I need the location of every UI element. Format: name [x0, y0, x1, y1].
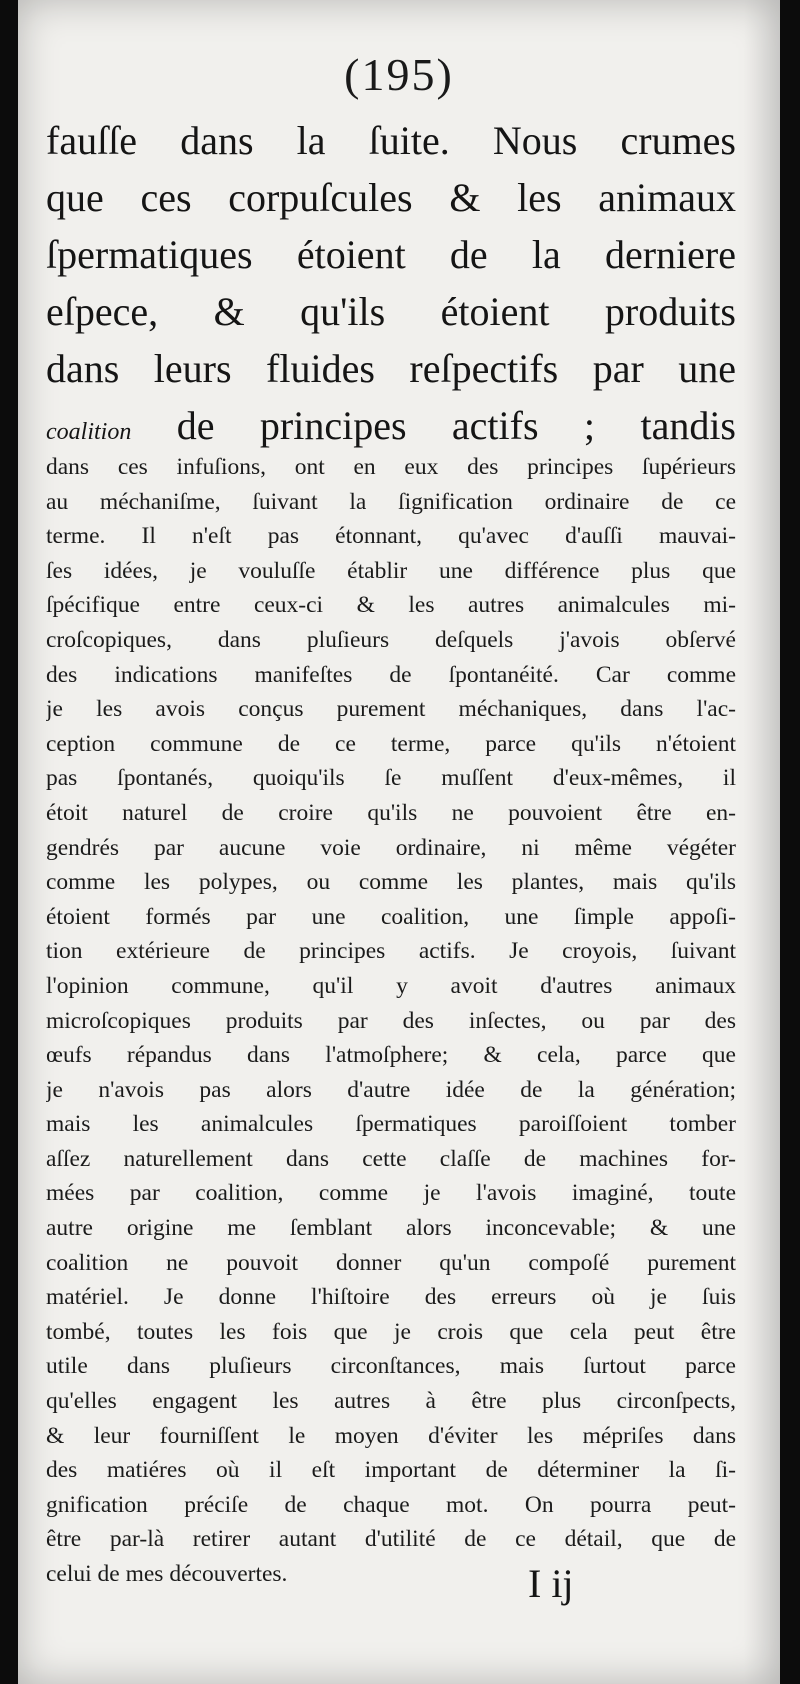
lead-line: fauſſe dans la ſuite. Nous crumes [46, 118, 736, 163]
body-line: pas ſpontanés, quoiqu'ils ſe muſſent d'eux-mêmes, il [46, 765, 736, 792]
body-line: comme les polypes, ou comme les plantes, mais qu'ils [46, 869, 736, 896]
body-line: mées par coalition, comme je l'avois imaginé, toute [46, 1180, 736, 1207]
body-line: ception commune de ce terme, parce qu'ils n'étoient [46, 730, 736, 757]
body-line: dans ces infuſions, ont en eux des principes ſupérieurs [46, 454, 736, 480]
body-line: l'opinion commune, qu'il y avoit d'autres animaux [46, 972, 736, 999]
signature-mark: I ij [528, 1561, 574, 1606]
lead-paragraph [46, 112, 736, 454]
body-line: terme. Il n'eſt pas étonnant, qu'avec d'auſſi mauvai- [46, 523, 736, 550]
body-line: ſpécifique entre ceux-ci & les autres animalcules mi- [46, 592, 736, 619]
page-edge-shadow [744, 0, 780, 1684]
body-line: ſes idées, je vouluſſe établir une différence plus que [46, 557, 736, 584]
lead-line: dans leurs fluides reſpectifs par une [46, 346, 736, 391]
body-line: microſcopiques produits par des inſectes, ou par des [46, 1007, 736, 1034]
book-page [18, 0, 780, 1684]
body-line: des indications manifeſtes de ſpontanéité. Car comme [46, 661, 736, 688]
body-line: je n'avois pas alors d'autre idée de la génération; [46, 1076, 736, 1103]
body-line: matériel. Je donne l'hiſtoire des erreurs où je ſuis [46, 1284, 736, 1311]
body-line: mais les animalcules ſpermatiques paroiſſoient tomber [46, 1111, 736, 1138]
body-line: tion extérieure de principes actifs. Je croyois, ſuivant [46, 938, 736, 965]
body-line: croſcopiques, dans pluſieurs deſquels j'avois obſervé [46, 626, 736, 653]
body-line: aſſez naturellement dans cette claſſe de machines for- [46, 1145, 736, 1172]
body-line: tombé, toutes les fois que je crois que cela peut être [46, 1318, 736, 1345]
body-line: au méchaniſme, ſuivant la ſignification ordinaire de ce [46, 488, 736, 515]
lead-italic-word: coalition [46, 419, 132, 445]
body-line: je les avois conçus purement méchaniques, dans l'ac- [46, 696, 736, 723]
body-line: & leur fourniſſent le moyen d'éviter les mépriſes dans [46, 1422, 736, 1449]
body-line: des matiéres où il eſt important de déterminer la ſi- [46, 1457, 736, 1484]
lead-line-last [46, 397, 736, 454]
body-line: qu'elles engagent les autres à être plus circonſpects, [46, 1388, 736, 1415]
body-line: étoient formés par une coalition, une ſimple appoſi- [46, 903, 736, 930]
body-line: gnification préciſe de chaque mot. On pourra peut- [46, 1491, 736, 1518]
body-line: gendrés par aucune voie ordinaire, ni même végéter [46, 834, 736, 861]
body-line: œufs répandus dans l'atmoſphere; & cela, parce que [46, 1042, 736, 1069]
page-number: (195) [344, 49, 454, 100]
lead-line: ſpermatiques étoient de la derniere [46, 232, 736, 277]
lead-last-text: de principes actifs ; tandis [131, 403, 736, 448]
body-line: utile dans pluſieurs circonſtances, mais ſurtout parce [46, 1353, 736, 1380]
body-line: autre origine me ſemblant alors inconcevable; & une [46, 1215, 736, 1242]
lead-line: eſpece, & qu'ils étoient produits [46, 289, 736, 334]
body-line: être par-là retirer autant d'utilité de ce détail, que de [46, 1526, 736, 1553]
body-line: coalition ne pouvoit donner qu'un compoſé purement [46, 1249, 736, 1276]
body-line: celui de mes découvertes. [46, 1561, 288, 1587]
body-line: étoit naturel de croire qu'ils ne pouvoient être en- [46, 799, 736, 826]
body-paragraph [46, 450, 736, 1592]
lead-line: que ces corpuſcules & les animaux [46, 175, 736, 220]
